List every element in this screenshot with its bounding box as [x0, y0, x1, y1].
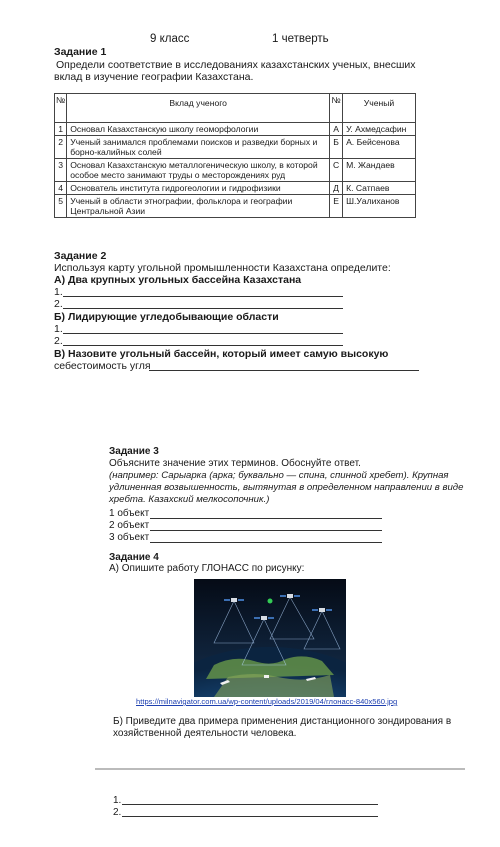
- task2-question-b: Б) Лидирующие угледобывающие области: [54, 311, 279, 323]
- row-scientist: К. Сатпаев: [343, 182, 416, 195]
- image-source-link[interactable]: https://milnavigator.com.ua/wp-content/uploads/2019/04/глонасс-840x560.jpg: [136, 697, 398, 706]
- row-letter: Е: [330, 195, 343, 218]
- answer-line[interactable]: [122, 816, 378, 817]
- task1-title: Задание 1: [54, 46, 107, 58]
- row-scientist: У. Ахмедсафин: [343, 123, 416, 136]
- row-contribution: Основал Казахстанскую школу геоморфологии: [67, 123, 330, 136]
- row-scientist: Ш.Уалиханов: [343, 195, 416, 218]
- answer-line[interactable]: [150, 530, 382, 531]
- task2-question-c-cont: себестоимость угля: [54, 360, 151, 372]
- table-row: [55, 123, 416, 136]
- answer-number: 2.: [54, 335, 63, 347]
- answer-line[interactable]: [63, 296, 343, 297]
- row-scientist: А. Бейсенова: [343, 136, 416, 159]
- row-letter: А: [330, 123, 343, 136]
- answer-line[interactable]: [63, 333, 343, 334]
- answer-line[interactable]: [122, 804, 378, 805]
- glonass-illustration: [194, 579, 346, 697]
- table-header-row: [55, 94, 416, 123]
- row-scientist: М. Жандаев: [343, 159, 416, 182]
- object-label: 2 объект: [109, 520, 150, 531]
- table-row: [55, 136, 416, 159]
- task2-question-a: А) Два крупных угольных бассейна Казахстана: [54, 274, 302, 286]
- task3-example-end: хребта. Казахский мелкосопочник.): [109, 494, 270, 505]
- task2-question-c: В) Назовите угольный бассейн, который имеет самую высокую: [54, 348, 389, 360]
- row-num: 1: [55, 123, 67, 136]
- row-num: 2: [55, 136, 67, 159]
- row-contribution: Основатель института гидрогеологии и гидрофизики: [67, 182, 330, 195]
- answer-line[interactable]: [149, 370, 419, 371]
- answer-number: 1.: [54, 323, 63, 335]
- answer-line[interactable]: [150, 518, 382, 519]
- answer-number: 2.: [54, 298, 63, 310]
- task4-question-b-cont: хозяйственной деятельности человека.: [113, 728, 297, 739]
- quarter-label: 1 четверть: [272, 33, 329, 45]
- task4-title: Задание 4: [109, 552, 159, 563]
- row-num: 5: [55, 195, 67, 218]
- task3-example: (например: Сарыарка (арка; буквально — спина, спинной хребет). Крупная: [109, 470, 449, 481]
- divider-line: [95, 768, 465, 770]
- row-letter: Д: [330, 182, 343, 195]
- col-header-num: №: [55, 94, 67, 123]
- grade-label: 9 класс: [150, 33, 190, 45]
- object-label: 1 объект: [109, 508, 150, 519]
- row-letter: С: [330, 159, 343, 182]
- task3-instruction: Объясните значение этих терминов. Обоснуйте ответ.: [109, 458, 361, 469]
- task1-instruction: Определи соответствие в исследованиях казахстанских ученых, внесших: [56, 59, 416, 71]
- task4-question-a: А) Опишите работу ГЛОНАСС по рисунку:: [109, 563, 305, 574]
- task3-example-cont: удлиненная возвышенность, вытянутая в определенном направлении в виде: [109, 482, 464, 493]
- matching-table: [54, 93, 416, 218]
- table-row: [55, 195, 416, 218]
- row-num: 4: [55, 182, 67, 195]
- table-row: [55, 182, 416, 195]
- col-header-num2: №: [330, 94, 343, 123]
- row-letter: Б: [330, 136, 343, 159]
- row-contribution: Ученый в области этнографии, фольклора и географии Центральной Азии: [67, 195, 330, 218]
- row-num: 3: [55, 159, 67, 182]
- task1-instruction-cont: вклад в изучение географии Казахстана.: [54, 71, 254, 83]
- task2-intro: Используя карту угольной промышленности Казахстана определите:: [54, 262, 391, 274]
- answer-number: 2.: [113, 807, 122, 818]
- row-contribution: Ученый занимался проблемами поисков и разведки борных и борно-калийных солей: [67, 136, 330, 159]
- answer-line[interactable]: [63, 308, 343, 309]
- row-contribution: Основал Казахстанскую металлогеническую школу, в которой особое место занимают труды о месторождениях руд: [67, 159, 330, 182]
- glonass-image: [194, 579, 346, 697]
- answer-number: 1.: [54, 286, 63, 298]
- task4-question-b: Б) Приведите два примера применения дистанционного зондирования в: [113, 716, 452, 727]
- table-row: [55, 159, 416, 182]
- task3-title: Задание 3: [109, 446, 159, 457]
- answer-number: 1.: [113, 795, 122, 806]
- answer-line[interactable]: [63, 345, 343, 346]
- answer-line[interactable]: [150, 542, 382, 543]
- col-header-scientist: Ученый: [343, 94, 416, 123]
- object-label: 3 объект: [109, 532, 150, 543]
- task2-title: Задание 2: [54, 250, 107, 262]
- col-header-contribution: Вклад ученого: [67, 94, 330, 123]
